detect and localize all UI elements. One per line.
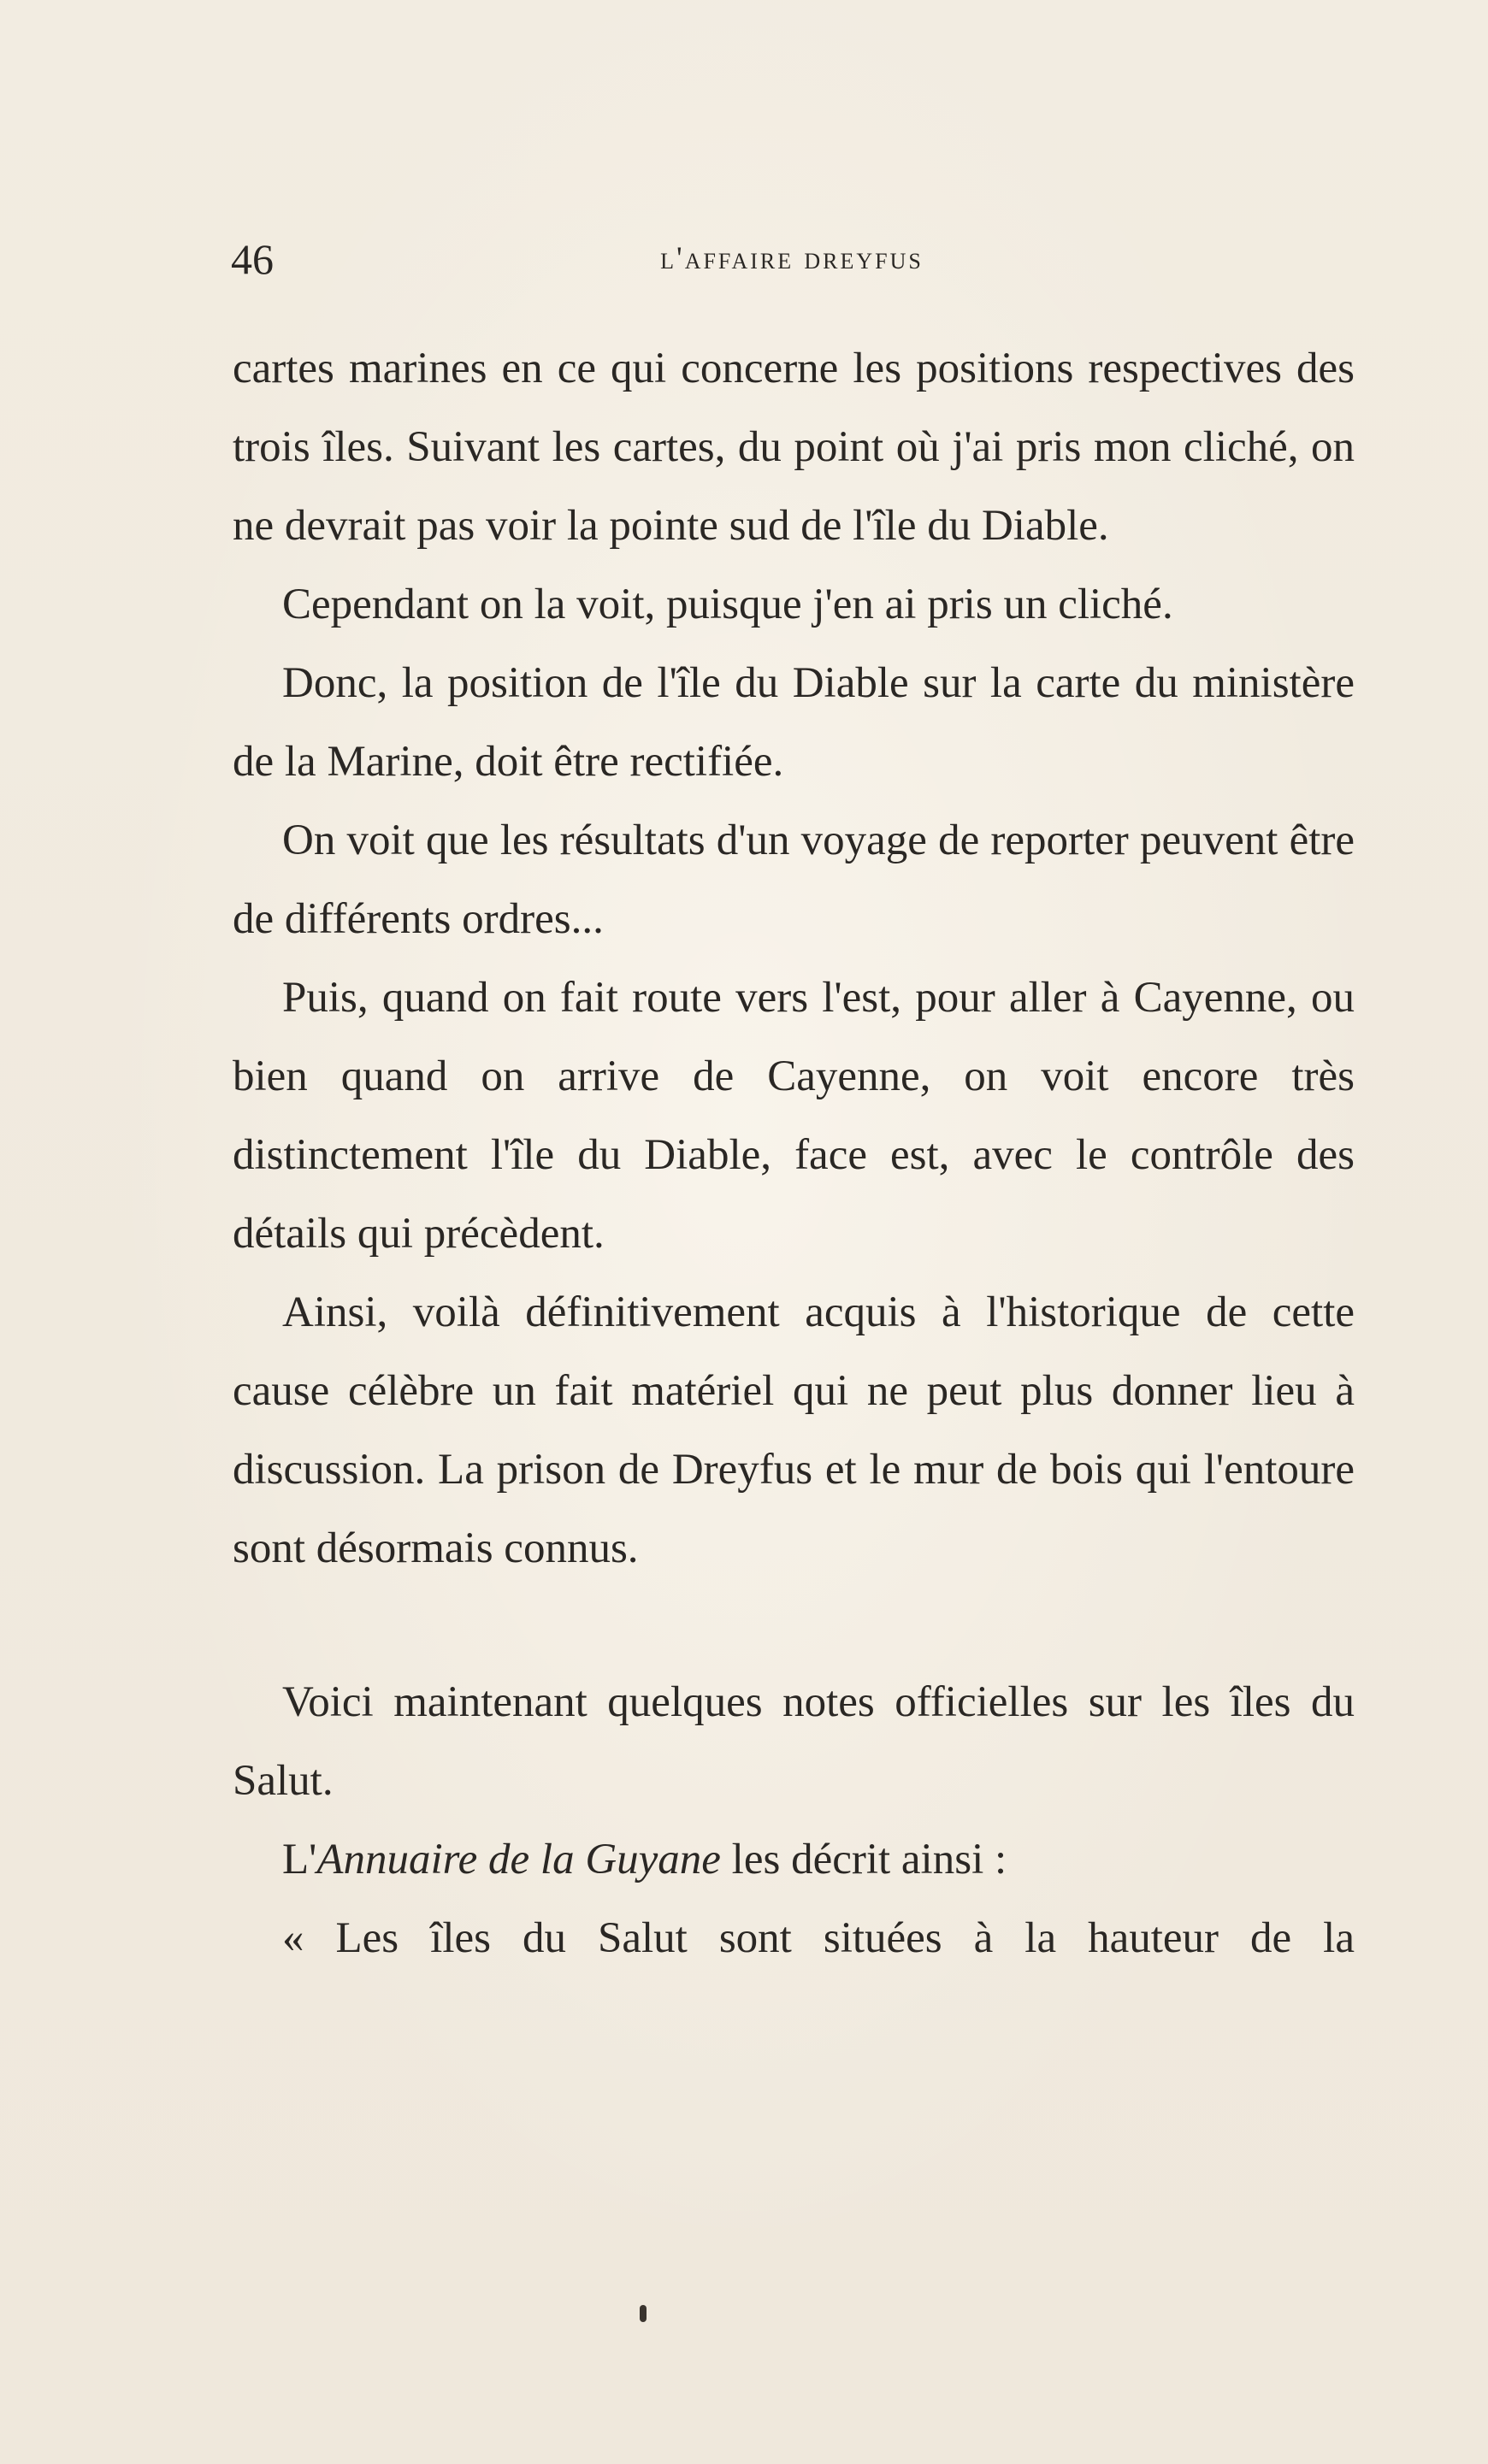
ink-speck: [640, 2305, 647, 2322]
paragraph-8: [233, 1820, 1355, 1899]
paragraph-7: Voici maintenant quelques notes officielles sur les îles du Salut.: [233, 1678, 1355, 1805]
annuaire-prefix: L': [282, 1836, 317, 1883]
body-text: [233, 329, 1355, 1978]
paragraph-1: cartes marines en ce qui concerne les positions respectives des trois îles. Suivant les cartes, du point où j'ai pris mon cliché, on ne devrait pas voir la pointe sud de l'île du Diable.: [233, 345, 1355, 550]
page-number: 46: [231, 235, 274, 283]
annuaire-suffix: les décrit ainsi :: [720, 1836, 1007, 1883]
paragraph-4: On voit que les résultats d'un voyage de reporter peuvent être de différents ordres...: [233, 816, 1355, 943]
paragraph-5: Puis, quand on fait route vers l'est, pour aller à Cayenne, ou bien quand on arrive de Cayenne, on voit encore très distinctement l'île du Diable, face est, avec le contrôle des détails qui précèdent.: [233, 974, 1355, 1258]
paragraph-6: Ainsi, voilà définitivement acquis à l'historique de cette cause célèbre un fait matériel qui ne peut plus donner lieu à discussion. La prison de Dreyfus et le mur de bois qui l'entoure sont désormais connus.: [233, 1288, 1355, 1572]
page-header: [231, 229, 1353, 289]
paragraph-3: Donc, la position de l'île du Diable sur la carte du ministère de la Marine, doit être rectifiée.: [233, 659, 1355, 786]
annuaire-title: Annuaire de la Guyane: [316, 1836, 721, 1883]
paragraph-2: Cependant on la voit, puisque j'en ai pris un cliché.: [282, 581, 1173, 628]
running-title: l'affaire dreyfus: [660, 241, 924, 276]
paragraph-9-quote: « Les îles du Salut sont situées à la hauteur de la: [282, 1914, 1355, 1962]
